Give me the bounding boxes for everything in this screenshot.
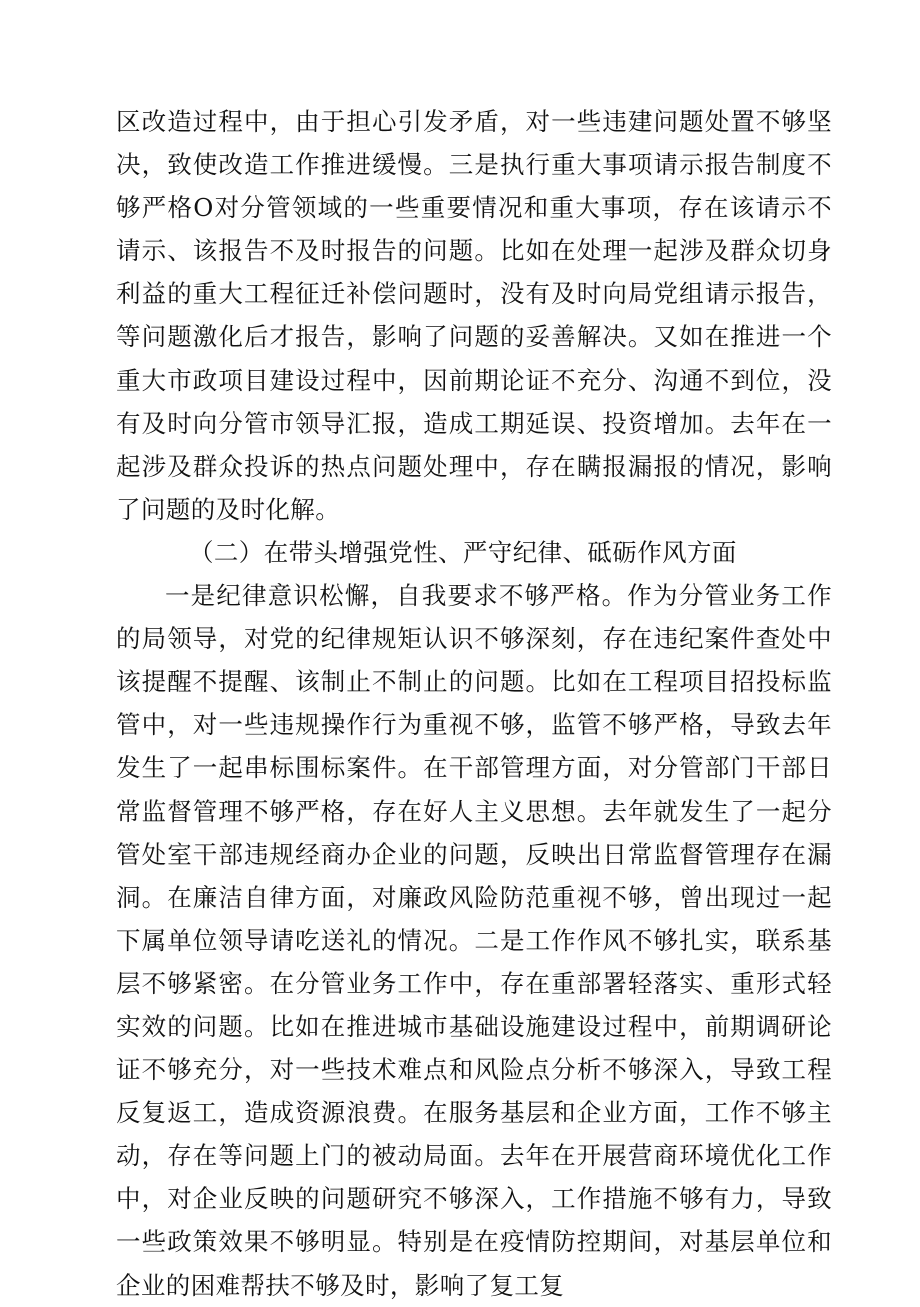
paragraph-body: 一是纪律意识松懈，自我要求不够严格。作为分管业务工作的局领导，对党的纪律规矩认识不够深刻，存在违纪案件查处中该提醒不提醒、该制止不制止的问题。比如在工程项目招投标监管中，对一些违规操作行为重视不够，监管不够严格，导致去年发生了一起串标围标案件。在干部管理方面，对分管部门干部日常监督管理不够严格，存在好人主义思想。去年就发生了一起分管处室干部违规经商办企业的问题，反映出日常监督管理存在漏洞。在廉洁自律方面，对廉政风险防范重视不够，曾出现过一起下属单位领导请吃送礼的情况。二是工作作风不够扎实，联系基层不够紧密。在分管业务工作中，存在重部署轻落实、重形式轻实效的问题。比如在推进城市基础设施建设过程中，前期调研论证不够充分，对一些技术难点和风险点分析不够深入，导致工程反复返工，造成资源浪费。在服务基层和企业方面，工作不够主动，存在等问题上门的被动局面。去年在开展营商环境优化工作中，对企业反映的问题研究不够深入，工作措施不够有力，导致一些政策效果不够明显。特别是在疫情防控期间，对基层单位和企业的困难帮扶不够及时，影响了复工复 [116,581,832,1300]
paragraph-continuation: 区改造过程中，由于担心引发矛盾，对一些违建问题处置不够坚决，致使改造工作推进缓慢。三是执行重大事项请示报告制度不够严格O对分管领域的一些重要情况和重大事项，存在该请示不请示、该报告不及时报告的问题。比如在处理一起涉及群众切身利益的重大工程征迁补偿问题时，没有及时向局党组请示报告，等问题激化后才报告，影响了问题的妥善解决。又如在推进一个重大市政项目建设过程中，因前期论证不充分、沟通不到位，没有及时向分管市领导汇报，造成工期延误、投资增加。去年在一起涉及群众投诉的热点问题处理中，存在瞒报漏报的情况，影响了问题的及时化解。 [116,107,832,524]
section-heading: （二）在带头增强党性、严守纪律、砥砺作风方面 [189,537,737,567]
document-body [116,100,832,1307]
